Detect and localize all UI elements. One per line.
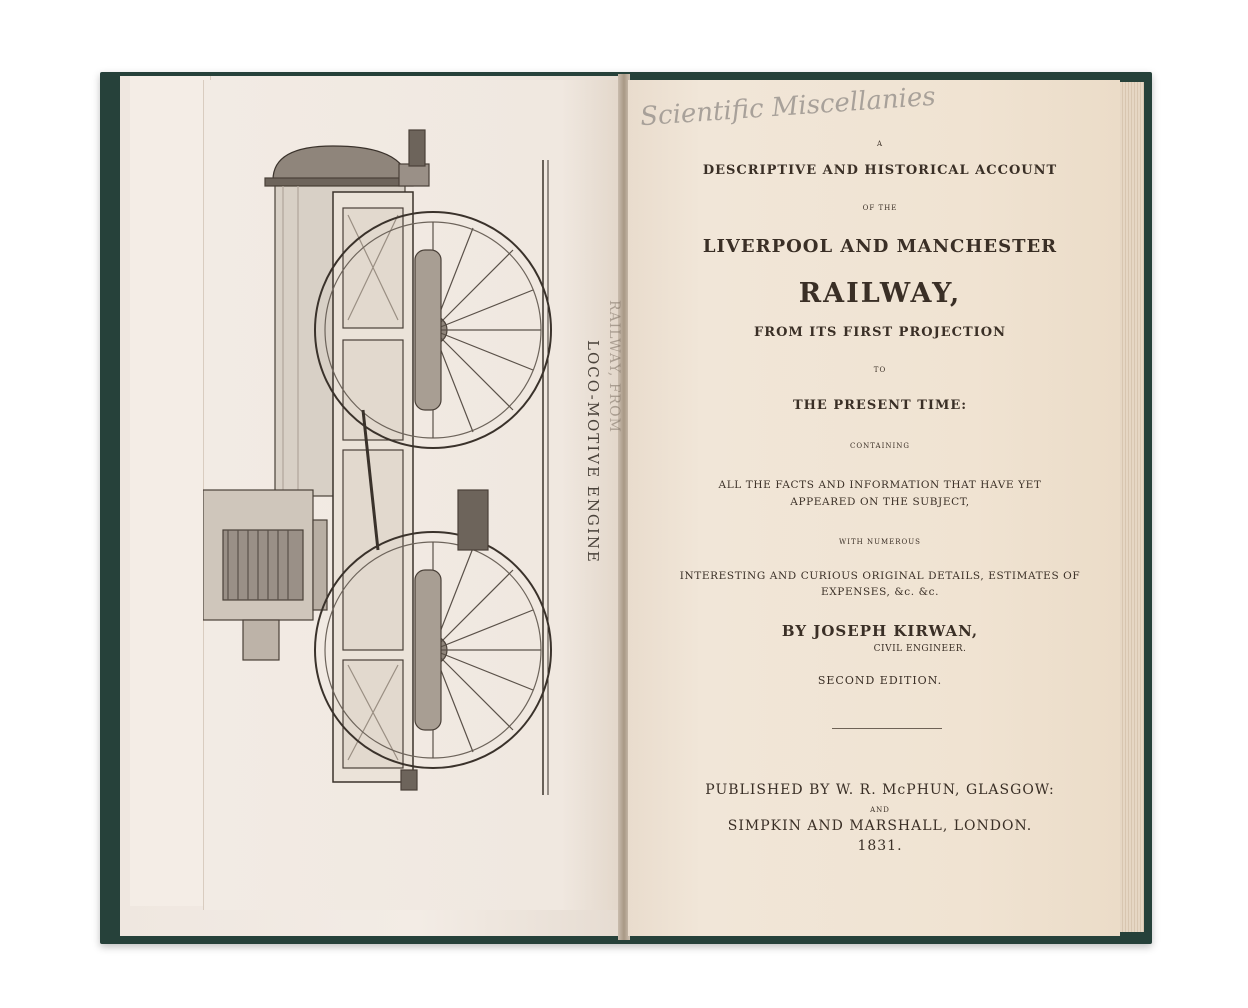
title-line-present: THE PRESENT TIME: — [792, 398, 968, 413]
title-line-account: DESCRIPTIVE AND HISTORICAL ACCOUNT — [702, 163, 1058, 178]
title-line-details2: EXPENSES, &c. &c. — [820, 586, 940, 598]
page-edges — [1120, 82, 1144, 932]
locomotive-engraving — [203, 120, 563, 810]
folded-flap — [130, 76, 211, 906]
title-line-facts1: ALL THE FACTS AND INFORMATION THAT HAVE YET — [718, 479, 1042, 491]
title-author-title: CIVIL ENGINEER. — [873, 644, 967, 654]
title-line-facts2: APPEARED ON THE SUBJECT, — [790, 496, 970, 508]
title-line-of-the: OF THE — [862, 204, 898, 212]
title-edition: SECOND EDITION. — [817, 674, 943, 687]
title-line-with: WITH NUMEROUS — [839, 538, 921, 546]
title-year: 1831. — [857, 838, 903, 854]
title-publisher1: PUBLISHED BY W. R. McPHUN, GLASGOW: — [705, 782, 1055, 798]
title-line-to: TO — [873, 366, 887, 374]
title-line-details1: INTERESTING AND CURIOUS ORIGINAL DETAILS, ESTIMATES OF — [679, 570, 1081, 582]
title-line-containing: CONTAINING — [850, 442, 910, 450]
title-rule — [832, 728, 942, 729]
title-publisher2: SIMPKIN AND MARSHALL, LONDON. — [727, 818, 1033, 834]
title-author: BY JOSEPH KIRWAN, — [781, 622, 979, 640]
title-railway: RAILWAY, — [798, 278, 962, 309]
title-line-from: FROM ITS FIRST PROJECTION — [754, 325, 1006, 340]
title-publisher-and: AND — [870, 806, 890, 814]
title-line-a: A — [876, 140, 884, 148]
bleed-through-text: RAILWAY, FROM — [606, 300, 622, 433]
plate-caption: LOCO-MOTIVE ENGINE — [584, 340, 602, 564]
title-line-lm: LIVERPOOL AND MANCHESTER — [702, 236, 1058, 257]
pencil-inscription: Scientific Miscellanies — [639, 81, 937, 133]
